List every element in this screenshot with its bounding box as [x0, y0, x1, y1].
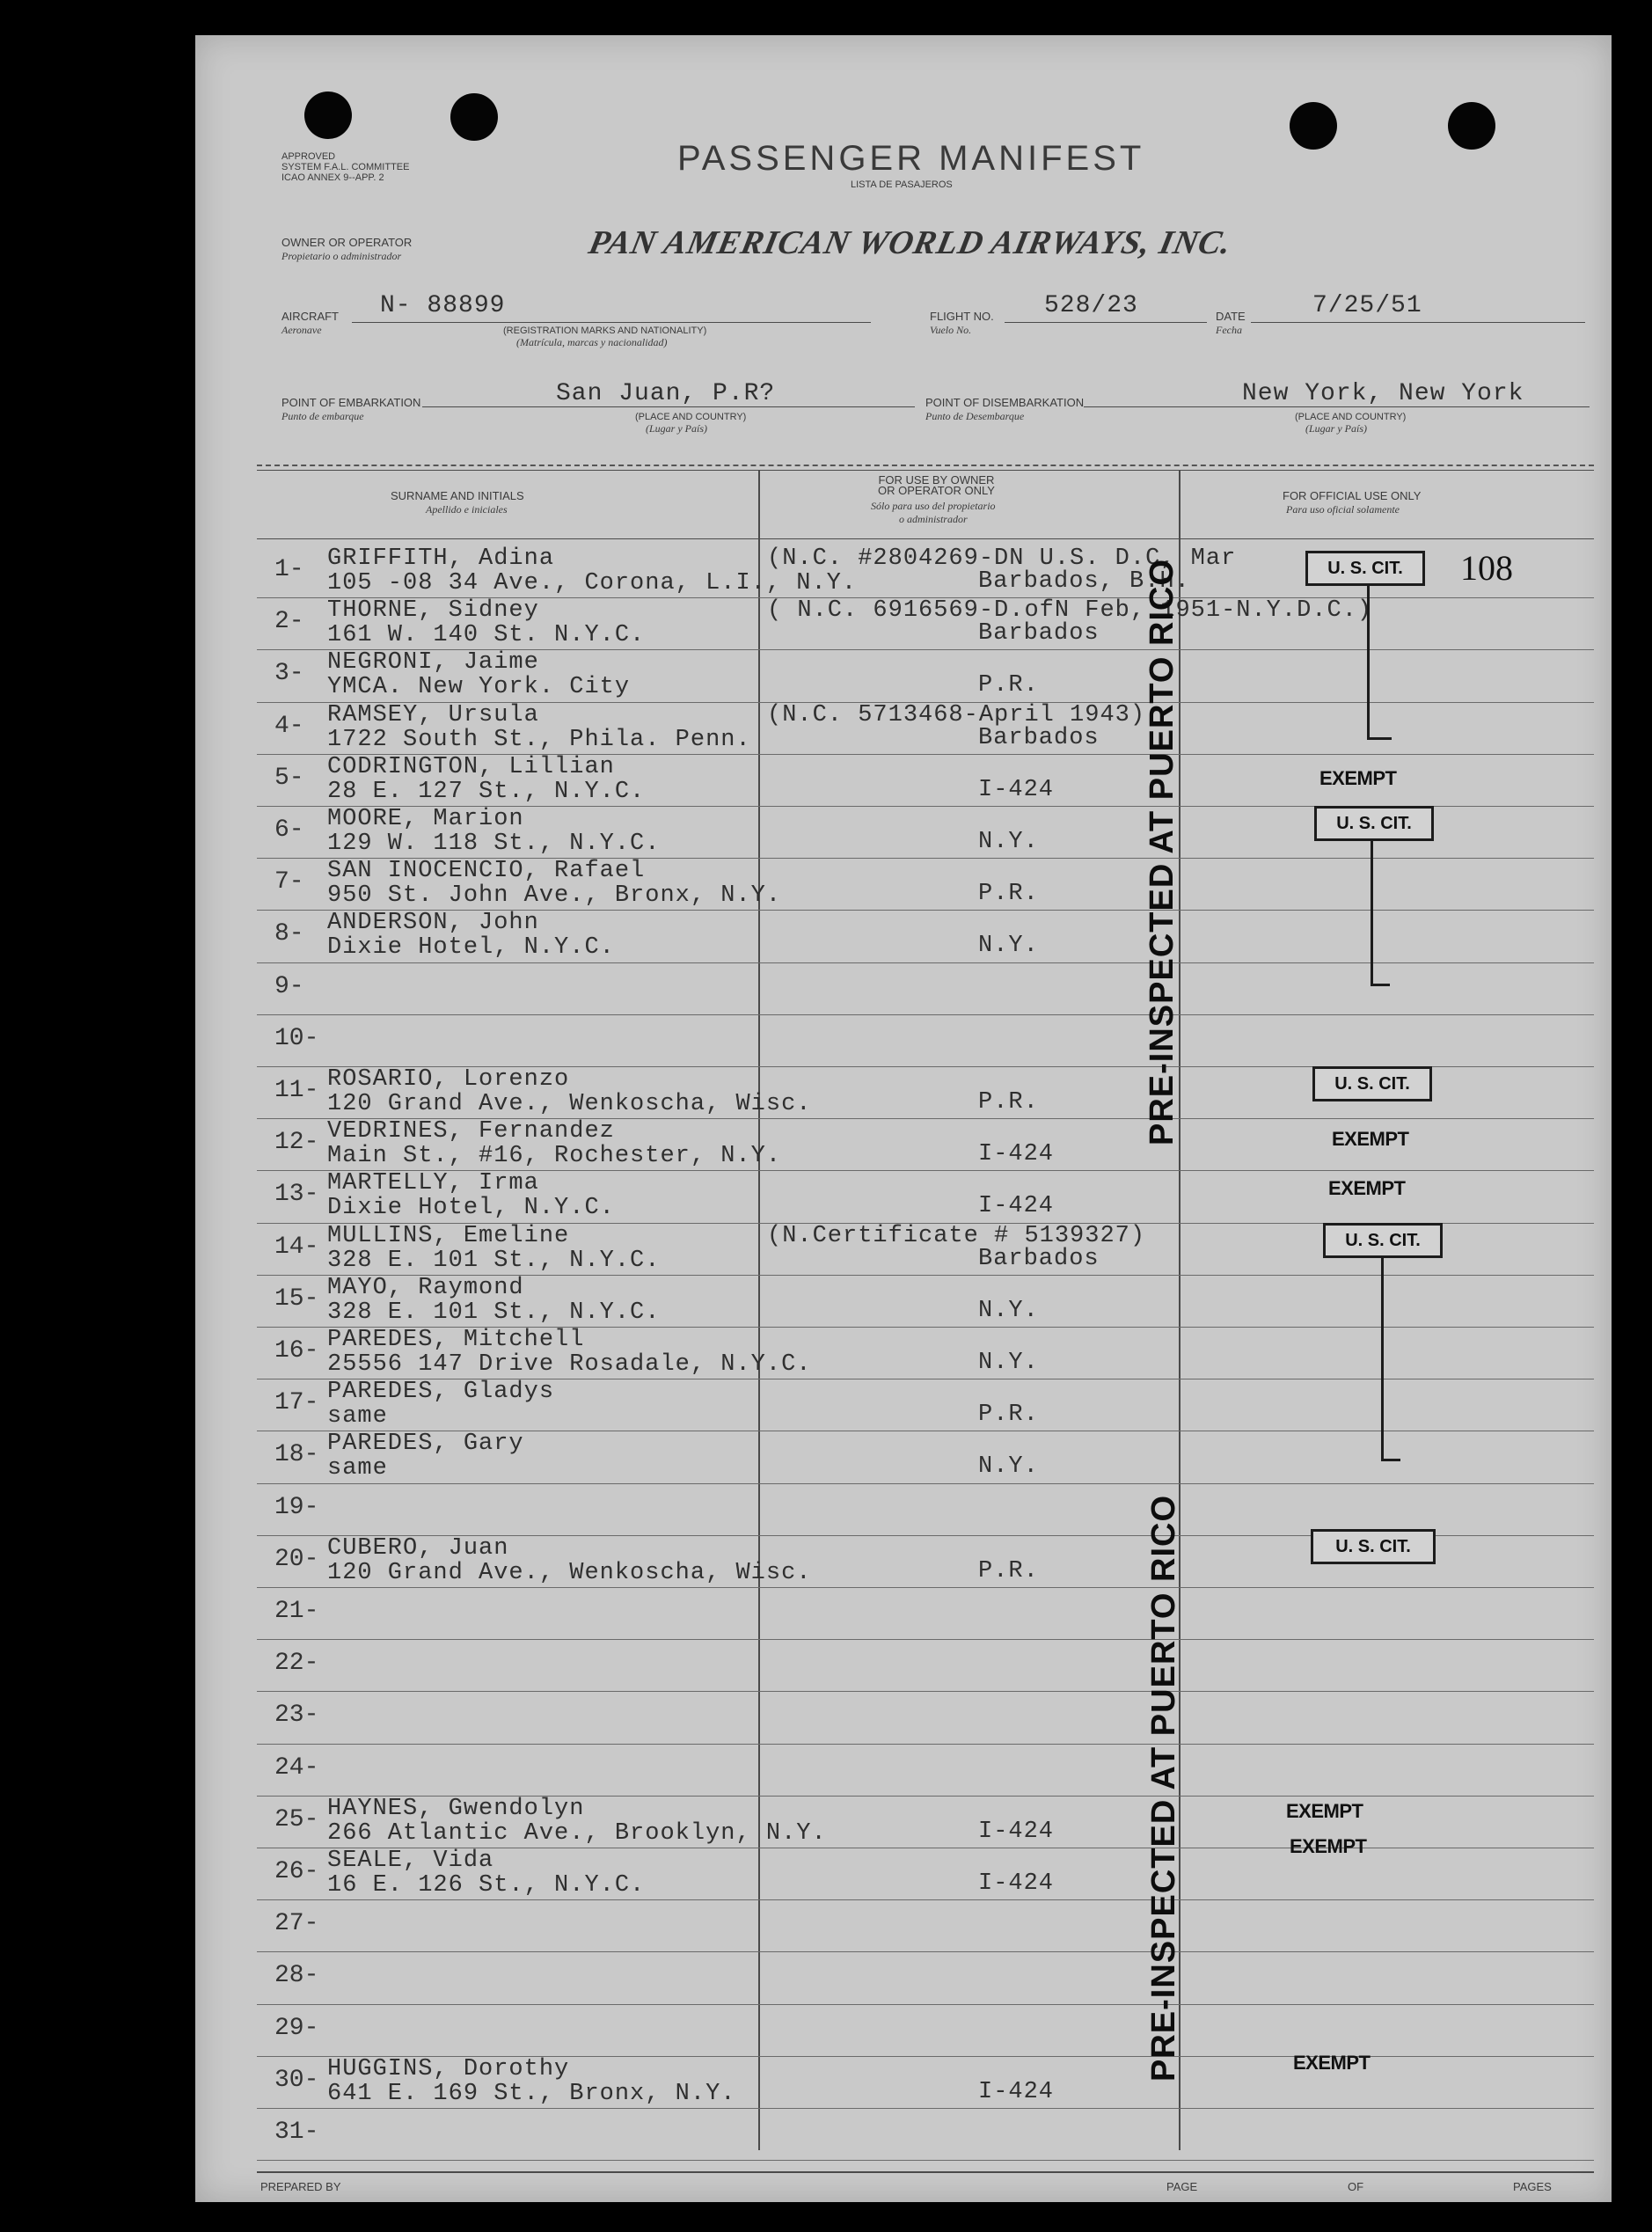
flight-underline: [1005, 322, 1207, 323]
exempt-stamp: EXEMPT: [1332, 1128, 1409, 1150]
row-divider: [257, 2004, 1594, 2005]
row-number: 16-: [274, 1337, 319, 1365]
col-header-official: FOR OFFICIAL USE ONLY: [1283, 489, 1422, 502]
row-divider: [257, 2108, 1594, 2109]
bracket-line: [1381, 1256, 1384, 1460]
row-number: 11-: [274, 1077, 319, 1104]
bracket-tick: [1381, 1459, 1400, 1461]
passenger-name: MULLINS, Emeline: [327, 1222, 570, 1249]
passenger-name: HUGGINS, Dorothy: [327, 2055, 570, 2082]
operator-note: ( N.C. 6916569-D.ofN Feb, 1951-N.Y.D.C.): [767, 597, 1373, 625]
header-bottom-rule: [257, 538, 1594, 539]
embark-underline: [422, 406, 915, 407]
destination-code: I-424: [978, 1818, 1055, 1845]
bracket-tick: [1367, 737, 1392, 740]
pages-label: PAGES: [1513, 2180, 1552, 2193]
passenger-name: MOORE, Marion: [327, 806, 524, 832]
row-number: 2-: [274, 608, 304, 636]
aircraft-label-es: Aeronave: [281, 324, 322, 336]
row-number: 3-: [274, 660, 304, 688]
aircraft-value: N- 88899: [380, 292, 506, 319]
passenger-name: CODRINGTON, Lillian: [327, 753, 615, 780]
passenger-address: 28 E. 127 St., N.Y.C.: [327, 778, 646, 805]
date-label: DATE: [1216, 310, 1246, 323]
row-number: 23-: [274, 1701, 319, 1730]
col-header-surname: SURNAME AND INITIALS: [391, 489, 524, 502]
us-cit-stamp: U. S. CIT.: [1314, 806, 1434, 841]
manifest-sheet: [195, 35, 1612, 2202]
embark-value: San Juan, P.R?: [556, 380, 776, 407]
passenger-address: 950 St. John Ave., Bronx, N.Y.: [327, 882, 782, 910]
embark-label-es: Punto de embarque: [281, 410, 364, 422]
passenger-name: CUBERO, Juan: [327, 1534, 509, 1562]
row-divider: [257, 1014, 1594, 1015]
destination-code: I-424: [978, 1141, 1055, 1168]
date-underline: [1251, 322, 1585, 323]
passenger-name: PAREDES, Gladys: [327, 1379, 555, 1406]
row-divider: [257, 1691, 1594, 1692]
date-value: 7/25/51: [1312, 292, 1422, 319]
row-number: 30-: [274, 2066, 319, 2094]
passenger-name: NEGRONI, Jaime: [327, 649, 539, 677]
operator-note: (N.C. #2804269-DN U.S. D.C, Mar: [767, 545, 1237, 572]
destination-code: Barbados: [978, 620, 1100, 648]
passenger-name: MARTELLY, Irma: [327, 1170, 539, 1197]
destination-code: P.R.: [978, 672, 1039, 699]
row-number: 19-: [274, 1493, 319, 1521]
operator-note: (N.Certificate # 5139327): [767, 1222, 1146, 1249]
row-number: 26-: [274, 1858, 319, 1885]
destination-code: P.R.: [978, 881, 1039, 908]
row-divider: [257, 2160, 1594, 2161]
passenger-name: HAYNES, Gwendolyn: [327, 1795, 585, 1822]
row-number: 31-: [274, 2119, 319, 2146]
row-divider: [257, 962, 1594, 963]
row-number: 20-: [274, 1545, 319, 1573]
destination-code: Barbados: [978, 724, 1100, 751]
row-number: 8-: [274, 920, 304, 948]
exempt-stamp: EXEMPT: [1286, 1800, 1363, 1822]
page-label: PAGE: [1166, 2180, 1198, 2193]
passenger-name: MAYO, Raymond: [327, 1274, 524, 1301]
passenger-address: Main St., #16, Rochester, N.Y.: [327, 1143, 782, 1170]
destination-code: I-424: [978, 1870, 1055, 1897]
table-top-rule-2: [257, 470, 1594, 471]
disembark-value: New York, New York: [1242, 380, 1524, 407]
row-number: 18-: [274, 1441, 319, 1469]
passenger-name: GRIFFITH, Adina: [327, 545, 555, 572]
punch-hole: [304, 91, 352, 139]
row-number: 17-: [274, 1389, 319, 1417]
row-number: 9-: [274, 972, 304, 1000]
destination-code: I-424: [978, 1193, 1055, 1220]
passenger-address: 328 E. 101 St., N.Y.C.: [327, 1247, 661, 1274]
us-cit-stamp: U. S. CIT.: [1312, 1066, 1432, 1101]
passenger-address: 161 W. 140 St. N.Y.C.: [327, 622, 646, 649]
passenger-address: same: [327, 1403, 388, 1431]
row-number: 28-: [274, 1962, 319, 1990]
col-header-surname-es: Apellido e iniciales: [426, 503, 508, 516]
passenger-address: 1722 South St., Phila. Penn.: [327, 726, 751, 753]
flight-label-es: Vuelo No.: [930, 324, 972, 336]
bracket-line: [1371, 839, 1373, 985]
passenger-name: THORNE, Sidney: [327, 597, 539, 625]
passenger-address: 129 W. 118 St., N.Y.C.: [327, 831, 661, 857]
passenger-name: PAREDES, Mitchell: [327, 1327, 585, 1353]
row-number: 27-: [274, 1910, 319, 1938]
destination-code: P.R.: [978, 1089, 1039, 1116]
passenger-address: 120 Grand Ave., Wenkoscha, Wisc.: [327, 1091, 812, 1117]
approval-note: APPROVED SYSTEM F.A.L. COMMITTEE ICAO ANNEX 9--APP. 2: [281, 151, 410, 183]
destination-code: I-424: [978, 776, 1055, 803]
flight-label: FLIGHT NO.: [930, 310, 994, 323]
date-label-es: Fecha: [1216, 324, 1242, 336]
passenger-address: YMCA. New York. City: [327, 674, 631, 701]
exempt-stamp: EXEMPT: [1293, 2052, 1371, 2074]
destination-code: N.Y.: [978, 829, 1039, 855]
bracket-line: [1367, 584, 1370, 739]
aircraft-underline: [352, 322, 871, 323]
passenger-name: RAMSEY, Ursula: [327, 701, 539, 728]
bracket-tick: [1371, 984, 1390, 986]
passenger-address: 105 -08 34 Ave., Corona, L.I., N.Y.: [327, 570, 858, 596]
row-divider: [257, 1587, 1594, 1588]
disembark-place-note-es: (Lugar y País): [1305, 422, 1367, 435]
row-divider: [257, 1899, 1594, 1900]
embark-label: POINT OF EMBARKATION: [281, 396, 421, 409]
row-number: 15-: [274, 1284, 319, 1313]
passenger-address: 120 Grand Ave., Wenkoscha, Wisc.: [327, 1559, 812, 1586]
destination-code: P.R.: [978, 1401, 1039, 1429]
of-label: OF: [1348, 2180, 1364, 2193]
row-number: 6-: [274, 816, 304, 844]
col-divider-1: [758, 470, 760, 2150]
row-number: 7-: [274, 868, 304, 896]
passenger-address: 25556 147 Drive Rosadale, N.Y.C.: [327, 1351, 812, 1378]
row-number: 5-: [274, 764, 304, 792]
punch-hole: [1448, 102, 1495, 150]
passenger-name: ROSARIO, Lorenzo: [327, 1066, 570, 1093]
disembark-label-es: Punto de Desembarque: [925, 410, 1025, 422]
us-cit-stamp: U. S. CIT.: [1323, 1223, 1443, 1258]
row-divider: [257, 1483, 1594, 1484]
row-number: 25-: [274, 1805, 319, 1833]
row-number: 1-: [274, 556, 304, 583]
row-number: 12-: [274, 1129, 319, 1157]
row-divider: [257, 1744, 1594, 1745]
row-number: 21-: [274, 1598, 319, 1625]
us-cit-stamp: U. S. CIT.: [1311, 1529, 1436, 1564]
aircraft-label: AIRCRAFT: [281, 310, 339, 323]
prepared-by-label: PREPARED BY: [260, 2180, 341, 2193]
passenger-name: SEALE, Vida: [327, 1848, 494, 1874]
destination-code: P.R.: [978, 1557, 1039, 1584]
exempt-stamp: EXEMPT: [1290, 1835, 1367, 1857]
embark-place-note: (PLACE AND COUNTRY): [635, 412, 747, 422]
row-divider: [257, 1639, 1594, 1640]
row-number: 10-: [274, 1024, 319, 1052]
disembark-label: POINT OF DISEMBARKATION: [925, 396, 1085, 409]
page-number: 108: [1460, 548, 1513, 588]
passenger-name: SAN INOCENCIO, Rafael: [327, 858, 646, 885]
row-number: 13-: [274, 1181, 319, 1209]
punch-hole: [1290, 102, 1337, 150]
col-header-official-es: Para uso oficial solamente: [1286, 503, 1400, 516]
passenger-address: 16 E. 126 St., N.Y.C.: [327, 1872, 646, 1899]
punch-hole: [450, 93, 498, 141]
table-top-rule: [257, 465, 1594, 466]
document-title: PASSENGER MANIFEST: [677, 139, 1145, 178]
col-header-owner: FOR USE BY OWNER OR OPERATOR ONLY: [878, 473, 995, 497]
embark-place-note-es: (Lugar y País): [646, 422, 707, 435]
exempt-stamp: EXEMPT: [1328, 1177, 1406, 1199]
footer-rule: [257, 2171, 1594, 2173]
airline-name: PAN AMERICAN WORLD AIRWAYS, INC.: [585, 224, 1236, 261]
registration-note-es: (Matrícula, marcas y nacionalidad): [516, 336, 668, 348]
passenger-address: Dixie Hotel, N.Y.C.: [327, 1195, 615, 1222]
passenger-address: Dixie Hotel, N.Y.C.: [327, 934, 615, 962]
row-number: 14-: [274, 1233, 319, 1261]
row-number: 22-: [274, 1650, 319, 1678]
registration-note: (REGISTRATION MARKS AND NATIONALITY): [503, 326, 707, 336]
passenger-name: PAREDES, Gary: [327, 1431, 524, 1458]
passenger-address: 266 Atlantic Ave., Brooklyn, N.Y.: [327, 1819, 827, 1847]
preinspected-stamp: PRE-INSPECTED AT PUERTO RICO: [1145, 1494, 1182, 2082]
disembark-underline: [1084, 406, 1590, 407]
passenger-address: 641 E. 169 St., Bronx, N.Y.: [327, 2080, 736, 2107]
destination-code: N.Y.: [978, 1453, 1039, 1481]
row-divider: [257, 1951, 1594, 1952]
us-cit-stamp: U. S. CIT.: [1305, 551, 1425, 586]
destination-code: N.Y.: [978, 933, 1039, 960]
passenger-address: 328 E. 101 St., N.Y.C.: [327, 1299, 661, 1326]
flight-value: 528/23: [1044, 292, 1138, 319]
destination-code: N.Y.: [978, 1297, 1039, 1324]
destination-code: I-424: [978, 2078, 1055, 2105]
owner-label-es: Propietario o administrador: [281, 250, 402, 262]
destination-code: N.Y.: [978, 1350, 1039, 1376]
exempt-stamp: EXEMPT: [1319, 767, 1397, 789]
operator-note: (N.C. 5713468-April 1943): [767, 701, 1146, 728]
passenger-address: same: [327, 1455, 388, 1482]
row-number: 4-: [274, 712, 304, 740]
preinspected-stamp: PRE-INSPECTED AT PUERTO RICO: [1144, 558, 1181, 1145]
row-number: 24-: [274, 1753, 319, 1782]
disembark-place-note: (PLACE AND COUNTRY): [1295, 412, 1407, 422]
destination-code: Barbados: [978, 1245, 1100, 1272]
destination-code: Barbados, B.H.: [978, 568, 1190, 595]
row-number: 29-: [274, 2014, 319, 2042]
document-title-es: LISTA DE PASAJEROS: [851, 179, 953, 190]
passenger-name: ANDERSON, John: [327, 910, 539, 937]
passenger-name: VEDRINES, Fernandez: [327, 1118, 615, 1145]
col-header-owner-es: Sólo para uso del propietario o administrador: [871, 500, 996, 525]
owner-label: OWNER OR OPERATOR: [281, 236, 413, 249]
